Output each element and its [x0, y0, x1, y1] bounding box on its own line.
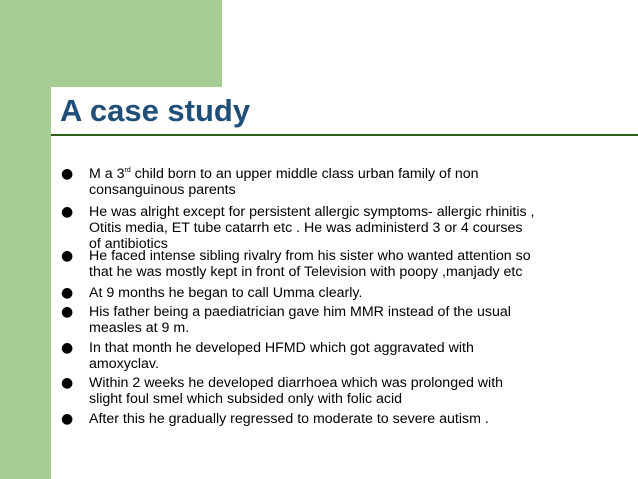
bullet-text: He was alright except for persistent allergic symptoms- allergic rhinitis , Otitis media, ET tube catarrh etc . He was administerd 3 or 4 courses of antibiotics	[89, 204, 535, 252]
bullet-text: His father being a paediatrician gave him MMR instead of the usual measles at 9 m.	[89, 304, 511, 336]
bullet-text: In that month he developed HFMD which got aggravated with amoxyclav.	[89, 340, 474, 372]
ordinal-superscript: rd	[124, 167, 131, 174]
bullet-icon: ●	[61, 166, 74, 182]
bullet-item	[0, 248, 638, 284]
bullet-icon: ●	[61, 248, 74, 264]
bullet-icon: ●	[61, 340, 74, 356]
bullet-item	[0, 304, 638, 340]
bullet-text	[89, 166, 619, 198]
bullet-icon: ●	[61, 285, 74, 301]
bullet-text: After this he gradually regressed to moderate to severe autism .	[89, 411, 489, 427]
bullet-item	[0, 204, 638, 252]
bullet-text: Within 2 weeks he developed diarrhoea which was prolonged with slight foul smel which subsided only with folic acid	[89, 375, 504, 407]
bullet-text: He faced intense sibling rivalry from his sister who wanted attention so that he was mostly kept in front of Television with poopy ,manjady etc	[89, 248, 531, 280]
bullet-item	[0, 340, 638, 376]
bullet-text-post: child born to an upper middle class urban family of non consanguinous parents	[89, 166, 479, 198]
title-divider	[51, 134, 638, 136]
slide-title: A case study	[60, 93, 251, 128]
bullet-icon: ●	[61, 375, 74, 391]
bullet-text: At 9 months he began to call Umma clearly.	[89, 285, 363, 301]
bullet-icon: ●	[61, 204, 74, 220]
bullet-icon: ●	[61, 304, 74, 320]
bullet-text-pre: M a 3	[89, 166, 125, 182]
bullet-item	[0, 411, 638, 447]
bullet-icon: ●	[61, 411, 74, 427]
decorative-green-block	[0, 0, 222, 87]
bullet-item	[0, 166, 638, 202]
bullet-item	[0, 375, 638, 411]
